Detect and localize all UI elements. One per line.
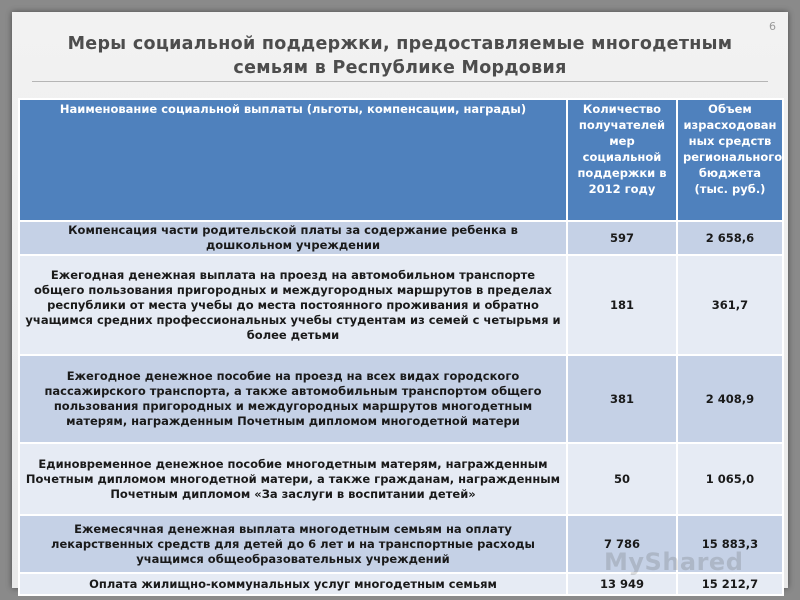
row-volume: 15 212,7	[677, 573, 783, 595]
row-name: Компенсация части родительской платы за содержание ребенка в дошкольном учреждении	[19, 221, 567, 255]
header-count: Количество получателей мер социальной поддержки в 2012 году	[567, 99, 677, 221]
social-support-table	[18, 98, 784, 596]
row-volume: 1 065,0	[677, 443, 783, 515]
row-volume: 2 658,6	[677, 221, 783, 255]
table-header-row	[19, 99, 783, 221]
header-volume: Объем израсходован ных средств регионального бюджета (тыс. руб.)	[677, 99, 783, 221]
row-name: Ежегодное денежное пособие на проезд на всех видах городского пассажирского транспорта, а также автомобильным транспортом общего пользования пригородных и междугородных маршрутов многодетным матерям, награжденным Почетным дипломом многодетной матери	[19, 355, 567, 443]
header-name: Наименование социальной выплаты (льготы, компенсации, награды)	[19, 99, 567, 221]
title-divider	[32, 81, 768, 82]
row-name: Единовременное денежное пособие многодетным матерям, награжденным Почетным дипломом многодетной матери, а также гражданам, награжденным Почетным дипломом «За заслуги в воспитании детей»	[19, 443, 567, 515]
title-line-2: семьям в Республике Мордовия	[233, 58, 567, 78]
title-line-1: Меры социальной поддержки, предоставляемые многодетным	[67, 34, 733, 54]
row-count: 7 786	[567, 515, 677, 573]
row-name: Ежегодная денежная выплата на проезд на автомобильном транспорте общего пользования пригородных и междугородных маршрутов в пределах республики от места учебы до места постоянного проживания и обратно учащимся средних профессиональных учебы студентам из семей с четырьмя и более детьми	[19, 255, 567, 355]
row-count: 597	[567, 221, 677, 255]
page-number: 6	[769, 20, 776, 33]
table-row	[19, 255, 783, 355]
watermark-logo: MyShared	[604, 548, 744, 576]
slide	[12, 12, 788, 591]
row-count: 181	[567, 255, 677, 355]
row-count: 50	[567, 443, 677, 515]
row-volume: 2 408,9	[677, 355, 783, 443]
row-count: 13 949	[567, 573, 677, 595]
table-row	[19, 573, 783, 595]
table-row	[19, 443, 783, 515]
row-count: 381	[567, 355, 677, 443]
slide-title	[32, 32, 768, 80]
row-name: Оплата жилищно-коммунальных услуг многодетным семьям	[19, 573, 567, 595]
row-volume: 361,7	[677, 255, 783, 355]
row-name: Ежемесячная денежная выплата многодетным семьям на оплату лекарственных средств для детей до 6 лет и на транспортные расходы учащимся общеобразовательных учреждений	[19, 515, 567, 573]
table-row	[19, 355, 783, 443]
table-row	[19, 221, 783, 255]
row-volume: 15 883,3	[677, 515, 783, 573]
